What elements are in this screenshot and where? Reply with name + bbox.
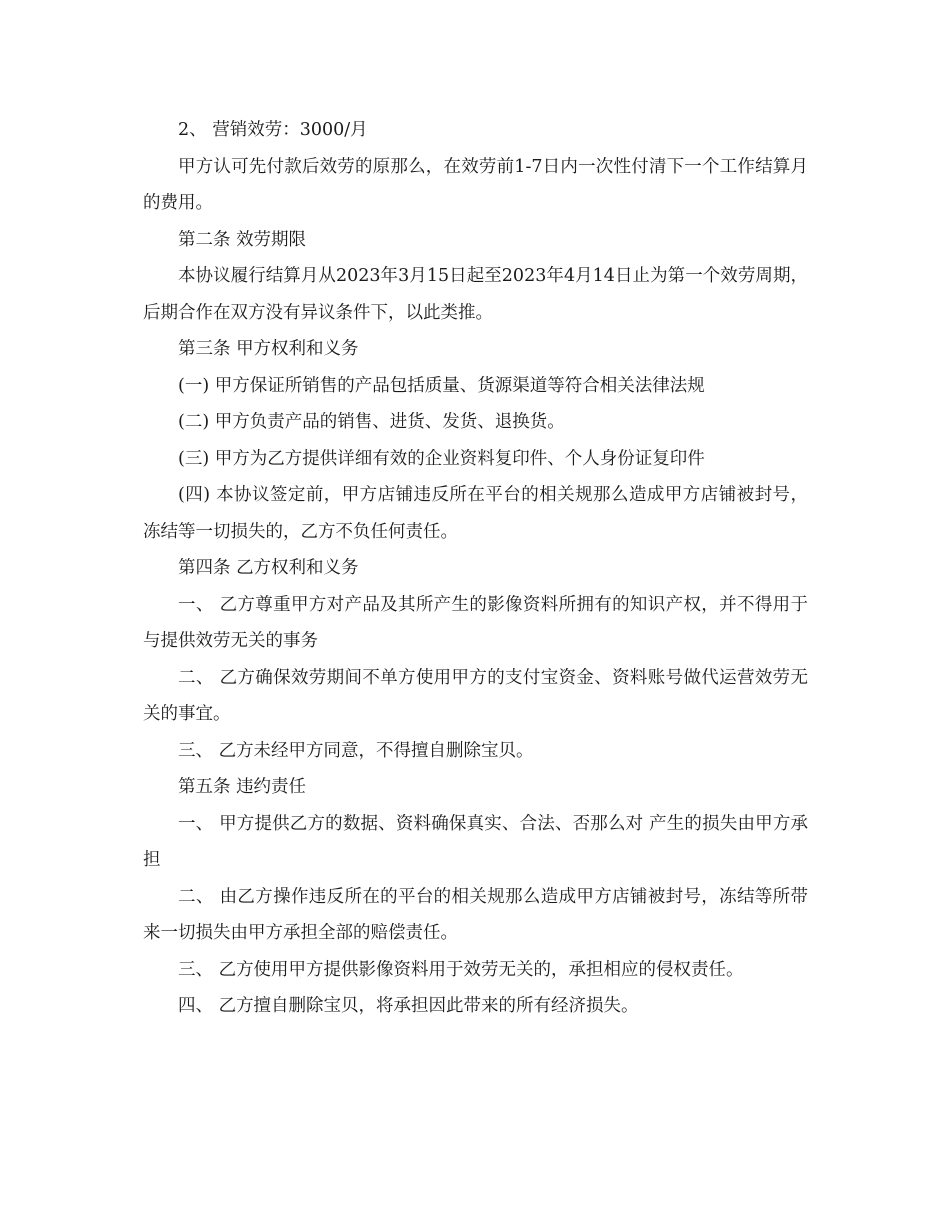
paragraph-payment-terms: 甲方认可先付款后效劳的原那么，在效劳前1-7日内一次性付清下一个工作结算月的费用。: [143, 156, 808, 213]
paragraph-liability-item-2: 二、 由乙方操作违反所在的平台的相关规那么造成甲方店铺被封号，冻结等所带来一切损失由甲方承担全部的赔偿责任。: [143, 886, 808, 943]
paragraph-liability-item-1: 一、 甲方提供乙方的数据、资料确保真实、合法、否那么对 产生的损失由甲方承担: [143, 813, 808, 870]
paragraph-party-a-item-1: (一) 甲方保证所销售的产品包括质量、货源渠道等符合相关法律法规: [178, 375, 705, 396]
paragraph-service-period: 本协议履行结算月从2023年3月15日起至2023年4月14日止为第一个效劳周期，后期合作在双方没有异议条件下，以此类推。: [143, 266, 808, 323]
paragraph-party-a-item-3: (三) 甲方为乙方提供详细有效的企业资料复印件、个人身份证复印件: [178, 448, 705, 469]
paragraph-party-a-item-2: (二) 甲方负责产品的销售、进货、发货、退换货。: [178, 412, 565, 432]
paragraph-liability-item-4: 四、 乙方擅自删除宝贝，将承担因此带来的所有经济损失。: [178, 996, 639, 1016]
paragraph-liability-item-3: 三、 乙方使用甲方提供影像资料用于效劳无关的，承担相应的侵权责任。: [178, 959, 744, 980]
paragraph-party-a-item-4: (四) 本协议签定前，甲方店铺违反所在平台的相关规那么造成甲方店铺被封号，冻结等一切损失的，乙方不负任何责任。: [143, 485, 808, 542]
heading-article-3: 第三条 甲方权利和义务: [178, 339, 359, 359]
heading-article-5: 第五条 违约责任: [178, 777, 307, 797]
heading-article-2: 第二条 效劳期限: [178, 229, 307, 250]
paragraph-party-b-item-3: 三、 乙方未经甲方同意，不得擅自删除宝贝。: [178, 740, 534, 761]
paragraph-party-b-item-1: 一、 乙方尊重甲方对产品及其所产生的影像资料所拥有的知识产权，并不得用于与提供效劳无关的事务: [143, 594, 808, 651]
paragraph-service-fee: 2、 营销效劳：3000/月: [178, 120, 368, 140]
paragraph-party-b-item-2: 二、 乙方确保效劳期间不单方使用甲方的支付宝资金、资料账号做代运营效劳无关的事宜。: [143, 667, 808, 724]
heading-article-4: 第四条 乙方权利和义务: [178, 558, 359, 578]
document-body: [143, 112, 808, 1025]
